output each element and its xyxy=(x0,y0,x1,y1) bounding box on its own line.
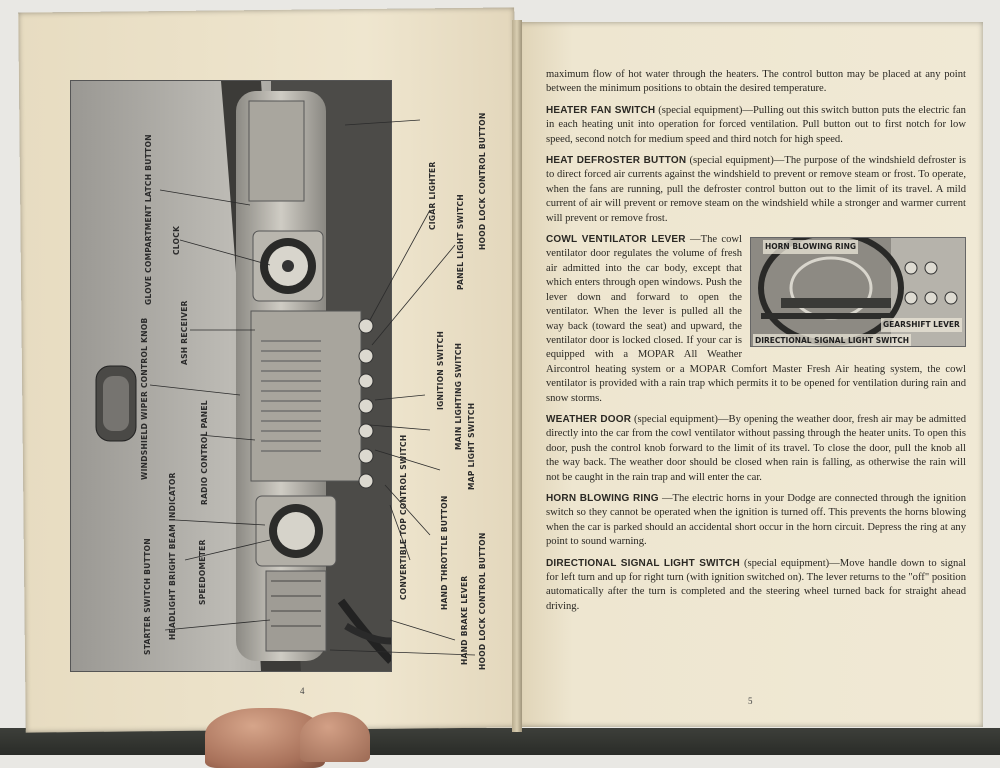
section-text: (special equipment)—The purpose of the windshield defroster is to direct forced air currents against the windshield to prevent or remove steam or frost. To operate, when the fans are running, pull the defroster control button out to the limit of its travel. A mild current of air will prevent or remove steam on the windshield while a stronger and warmer current will prevent or remove frost. xyxy=(546,155,967,224)
section-heading: DIRECTIONAL SIGNAL LIGHT SWITCH xyxy=(546,557,740,569)
label-speedometer: SPEEDOMETER xyxy=(198,539,207,605)
label-radio-control-panel: RADIO CONTROL PANEL xyxy=(200,400,209,505)
section-heading: HEAT DEFROSTER BUTTON xyxy=(546,155,687,167)
left-page-number: 4 xyxy=(300,686,305,696)
section-text: —The cowl ventilator door regulates the volume of fresh air admitted into the car body, except that which enters through open windows. Push the lever down and forward to open the ventilator. When the lever is pulled all the way back (toward the seat) and upward, the ventilator door is locked closed. If your car is equipped with a MOPAR All Weather Aircontrol heating system or a MOPAR Comfort Master Fresh Air heating system, the cowl ventilator is provided with a rain trap which permits it to be opened for ventilation during rain and snow storms. xyxy=(546,234,966,404)
label-cigar-lighter: CIGAR LIGHTER xyxy=(428,161,437,230)
section-directional-signal-light-switch xyxy=(546,557,966,615)
section-text: (special equipment)—By opening the weather door, fresh air may be admitted directly into the car from the cowl ventilator without passing through the heater units. To open this door, push the control knob forward to the limit of its travel. To close the door, pull the knob all the way back. The weather door should be closed when rain is falling, as otherwise the rain will not be caught in the rain trap and will enter the car. xyxy=(546,413,966,483)
label-clock: CLOCK xyxy=(172,225,181,255)
section-heading: COWL VENTILATOR LEVER xyxy=(546,234,686,246)
section-horn-blowing-ring xyxy=(546,492,966,550)
inset-label-gearshift-lever: GEARSHIFT LEVER xyxy=(881,318,962,332)
section-heading: WEATHER DOOR xyxy=(546,413,632,425)
label-hood-lock-control-button-bottom: HOOD LOCK CONTROL BUTTON xyxy=(478,532,487,670)
label-headlight-bright-beam-indicator: HEADLIGHT BRIGHT BEAM INDICATOR xyxy=(168,472,177,640)
label-windshield-wiper-control-knob: WINDSHIELD WIPER CONTROL KNOB xyxy=(140,317,149,480)
label-convertible-top-control-switch: CONVERTIBLE TOP CONTROL SWITCH xyxy=(399,434,408,600)
label-ash-receiver: ASH RECEIVER xyxy=(180,300,189,365)
section-text: (special equipment)—Pulling out this switch button puts the electric fan in each heating unit into operation for forced ventilation. Pull button out to first notch for low speed, second notch for medium speed and third notch for high speed. xyxy=(546,104,966,145)
label-main-lighting-switch: MAIN LIGHTING SWITCH xyxy=(454,342,463,450)
section-heater-fan-switch xyxy=(546,104,966,147)
label-panel-light-switch: PANEL LIGHT SWITCH xyxy=(456,194,465,290)
section-text: —The electric horns in your Dodge are connected through the ignition switch so they cannot be operated when the ignition is turned off. This prevents the horns blowing when the car is parked should an accidental short occur in the horn circuit. Depress the ring at any point to sound warning. xyxy=(546,492,966,548)
section-text: (special equipment)—Move handle down to signal for left turn and up for right turn (with ignition switched on). The lever returns to the "off" position automatically after the turn is completed and the steering wheel turned back for straight ahead driving. xyxy=(546,557,966,612)
right-page-text xyxy=(546,68,966,621)
label-hand-brake-lever: HAND BRAKE LEVER xyxy=(460,575,469,665)
label-ignition-switch: IGNITION SWITCH xyxy=(436,330,445,410)
section-weather-door xyxy=(546,413,966,485)
inset-label-directional-signal-light-switch: DIRECTIONAL SIGNAL LIGHT SWITCH xyxy=(753,334,911,347)
section-heat-defroster-button xyxy=(546,154,966,226)
right-page-number: 5 xyxy=(748,696,753,706)
label-hood-lock-control-button-top: HOOD LOCK CONTROL BUTTON xyxy=(478,112,487,250)
label-glove-compartment-latch-button: GLOVE COMPARTMENT LATCH BUTTON xyxy=(144,134,153,305)
steering-wheel-inset-photo xyxy=(750,237,966,347)
inset-label-horn-blowing-ring: HORN BLOWING RING xyxy=(763,240,858,254)
section-heading: HEATER FAN SWITCH xyxy=(546,104,656,116)
label-hand-throttle-button: HAND THROTTLE BUTTON xyxy=(440,495,449,610)
section-heading: HORN BLOWING RING xyxy=(546,492,659,504)
section-cowl-ventilator-lever xyxy=(546,233,966,406)
label-starter-switch-button: STARTER SWITCH BUTTON xyxy=(143,538,152,655)
label-map-light-switch: MAP LIGHT SWITCH xyxy=(467,402,476,490)
intro-paragraph: maximum flow of hot water through the heaters. The control button may be placed at any point between the minimum positions to obtain the desired temperature. xyxy=(546,69,966,95)
